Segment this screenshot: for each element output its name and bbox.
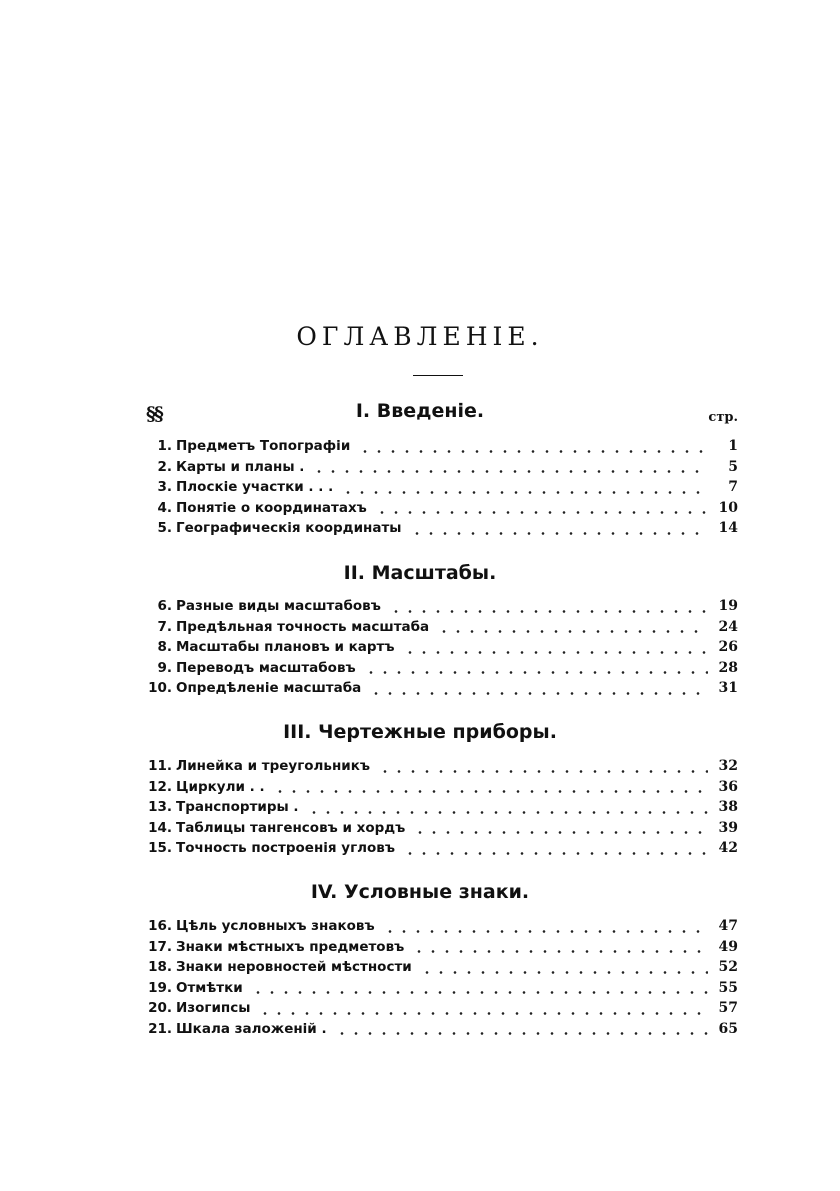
toc-entry[interactable] bbox=[140, 959, 738, 980]
entry-page: 42 bbox=[718, 840, 738, 856]
entry-title: Масштабы плановъ и картъ bbox=[176, 639, 395, 655]
toc-entry[interactable] bbox=[140, 918, 738, 939]
entry-page: 19 bbox=[718, 598, 738, 614]
entry-number: 4. bbox=[157, 499, 172, 516]
entry-title: Отмѣтки bbox=[176, 979, 243, 996]
dot-leader bbox=[307, 810, 708, 815]
entry-page: 28 bbox=[718, 659, 738, 676]
entry-page: 65 bbox=[718, 1020, 738, 1037]
entry-number: 16. bbox=[148, 918, 172, 934]
entry-title: Циркули . . bbox=[176, 778, 265, 795]
page-column-label: стр. bbox=[708, 410, 738, 425]
entry-number: 3. bbox=[157, 479, 172, 495]
entry-number: 8. bbox=[157, 639, 172, 655]
entry-page: 14 bbox=[718, 520, 738, 536]
entry-page: 5 bbox=[728, 458, 738, 475]
toc-list bbox=[140, 758, 738, 861]
dot-leader bbox=[412, 949, 708, 954]
entry-number: 10. bbox=[148, 680, 172, 696]
toc-entry[interactable] bbox=[140, 459, 738, 480]
entry-page: 36 bbox=[718, 778, 738, 795]
entry-number: 1. bbox=[157, 438, 172, 454]
dot-leader bbox=[413, 830, 708, 835]
entry-title: Цѣль условныхъ знаковъ bbox=[176, 918, 375, 934]
entry-number: 7. bbox=[157, 618, 172, 635]
toc-entry[interactable] bbox=[140, 939, 738, 960]
toc-entry[interactable] bbox=[140, 438, 738, 459]
toc-entry[interactable] bbox=[140, 479, 738, 500]
entry-title: Изогипсы bbox=[176, 1000, 251, 1016]
dot-leader bbox=[383, 929, 708, 934]
dot-leader bbox=[364, 670, 708, 675]
entry-page: 24 bbox=[718, 618, 738, 635]
toc-entry[interactable] bbox=[140, 598, 738, 619]
part-heading: II. Масштабы. bbox=[343, 562, 497, 584]
part-heading: III. Чертежные приборы. bbox=[283, 721, 557, 743]
toc-entry[interactable] bbox=[140, 1021, 738, 1042]
entry-number: 15. bbox=[148, 840, 172, 856]
entry-title: Плоскіе участки . . . bbox=[176, 479, 334, 495]
dot-leader bbox=[389, 609, 708, 614]
entry-page: 26 bbox=[718, 639, 738, 655]
toc-entry[interactable] bbox=[140, 660, 738, 681]
dot-leader bbox=[273, 789, 708, 794]
entry-title: Шкала заложеній . bbox=[176, 1020, 327, 1037]
dot-leader bbox=[375, 510, 708, 515]
entry-page: 1 bbox=[728, 438, 738, 454]
entry-number: 11. bbox=[148, 758, 172, 774]
toc-entry[interactable] bbox=[140, 500, 738, 521]
toc-entry[interactable] bbox=[140, 980, 738, 1001]
entry-title: Переводъ масштабовъ bbox=[176, 659, 356, 676]
entry-page: 32 bbox=[718, 758, 738, 774]
toc-list bbox=[140, 438, 738, 541]
toc-entry[interactable] bbox=[140, 1000, 738, 1021]
entry-page: 7 bbox=[728, 479, 738, 495]
toc-entry[interactable] bbox=[140, 799, 738, 820]
dot-leader bbox=[312, 469, 708, 474]
entry-number: 20. bbox=[148, 1000, 172, 1016]
entry-number: 13. bbox=[148, 799, 172, 815]
entry-title: Предѣльная точность масштаба bbox=[176, 618, 430, 635]
entry-title: Знаки неровностей мѣстности bbox=[176, 959, 412, 975]
toc-list bbox=[140, 918, 738, 1041]
toc-entry[interactable] bbox=[140, 520, 738, 541]
dot-leader bbox=[258, 1011, 708, 1016]
toc-entry[interactable] bbox=[140, 619, 738, 640]
toc-entry[interactable] bbox=[140, 639, 738, 660]
dot-leader bbox=[335, 1031, 708, 1036]
dot-leader bbox=[403, 851, 708, 856]
entry-page: 57 bbox=[718, 1000, 738, 1016]
dot-leader bbox=[378, 769, 708, 774]
dot-leader bbox=[358, 449, 708, 454]
dot-leader bbox=[410, 531, 708, 536]
entry-title: Линейка и треугольникъ bbox=[176, 758, 371, 774]
entry-title: Опредѣленіе масштаба bbox=[176, 680, 362, 696]
dot-leader bbox=[341, 490, 708, 495]
dot-leader bbox=[437, 629, 708, 634]
entry-title: Предметъ Топографіи bbox=[176, 438, 351, 454]
entry-number: 17. bbox=[148, 938, 172, 955]
toc-entry[interactable] bbox=[140, 779, 738, 800]
entry-title: Географическія координаты bbox=[176, 520, 402, 536]
entry-title: Транспортиры . bbox=[176, 799, 299, 815]
entry-title: Знаки мѣстныхъ предметовъ bbox=[176, 938, 405, 955]
entry-number: 18. bbox=[148, 959, 172, 975]
entry-title: Таблицы тангенсовъ и хордъ bbox=[176, 819, 406, 836]
entry-number: 6. bbox=[157, 598, 172, 614]
dot-leader bbox=[403, 650, 708, 655]
entry-page: 47 bbox=[718, 918, 738, 934]
entry-title: Разные виды масштабовъ bbox=[176, 598, 381, 614]
entry-number: 5. bbox=[157, 520, 172, 536]
entry-title: Карты и планы . bbox=[176, 458, 305, 475]
entry-number: 2. bbox=[157, 458, 172, 475]
entry-page: 39 bbox=[718, 819, 738, 836]
entry-number: 19. bbox=[148, 979, 172, 996]
entry-page: 49 bbox=[718, 938, 738, 955]
entry-page: 31 bbox=[718, 680, 738, 696]
entry-page: 38 bbox=[718, 799, 738, 815]
entry-number: 21. bbox=[148, 1020, 172, 1037]
page-title: ОГЛАВЛЕНІЕ. bbox=[296, 322, 544, 351]
part-heading: I. Введеніе. bbox=[355, 400, 485, 422]
part-heading: IV. Условные знаки. bbox=[310, 881, 530, 903]
toc-entry[interactable] bbox=[140, 680, 738, 701]
toc-list bbox=[140, 598, 738, 701]
toc-entry[interactable] bbox=[140, 758, 738, 779]
entry-title: Понятіе о координатахъ bbox=[176, 499, 367, 516]
entry-page: 52 bbox=[718, 959, 738, 975]
dot-leader bbox=[369, 691, 708, 696]
entry-number: 9. bbox=[157, 659, 172, 676]
dot-leader bbox=[251, 990, 708, 995]
entry-page: 10 bbox=[718, 499, 738, 516]
entry-title: Точность построенія угловъ bbox=[176, 840, 395, 856]
toc-entry[interactable] bbox=[140, 840, 738, 861]
entry-number: 14. bbox=[148, 819, 172, 836]
toc-entry[interactable] bbox=[140, 820, 738, 841]
dot-leader bbox=[420, 970, 708, 975]
section-mark: §§ bbox=[146, 403, 162, 425]
entry-number: 12. bbox=[148, 778, 172, 795]
title-rule bbox=[413, 375, 463, 376]
entry-page: 55 bbox=[718, 979, 738, 996]
